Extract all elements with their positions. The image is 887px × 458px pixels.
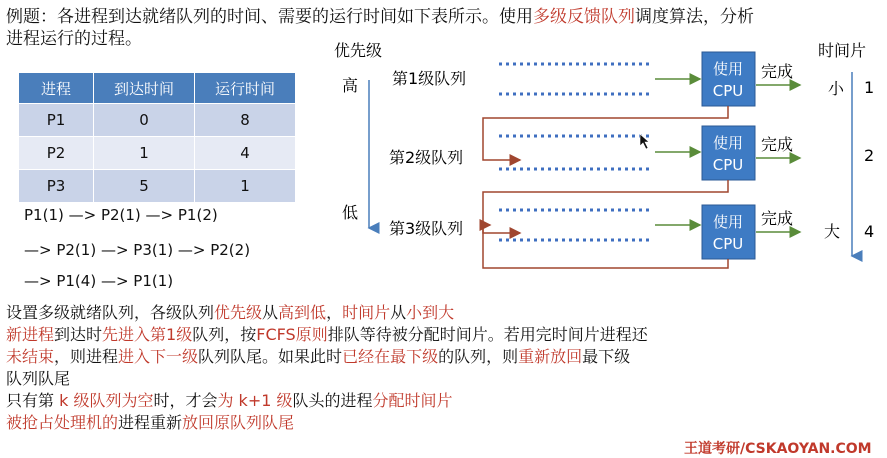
timeslice-value-2: 2 [864,146,875,165]
note-line [6,346,648,368]
timeslice-value-1: 1 [864,78,875,97]
timeslice-small-label: 小 [828,79,845,98]
svg-text:使用: 使用 [712,60,744,78]
note-text: 最下级 [582,347,631,366]
note-line [6,368,648,390]
table-cell: 1 [195,170,296,203]
note-highlight: 放回原队列队尾 [182,413,295,432]
table-cell: 1 [94,137,195,170]
queue-label-1: 第1级队列 [392,69,467,88]
note-highlight: 未结束 [6,347,55,366]
sequence-line: —> P2(1) —> P3(1) —> P2(2) [24,241,251,259]
timeslice-big-label: 大 [824,222,841,241]
table-cell: P3 [19,170,94,203]
watermark: 王道考研/CSKAOYAN.COM [684,441,872,457]
note-text: 进程重新 [118,413,183,432]
sequence-line: P1(1) —> P2(1) —> P1(2) [24,206,218,224]
note-highlight: 被抢占处理机的 [6,413,119,432]
note-text: 排队等待被分配时间片。若用完时间片进程还 [327,325,648,344]
done-label: 完成 [761,62,794,81]
notes-block [6,302,648,434]
note-highlight: 高到低 [278,303,327,322]
timeslice-value-3: 4 [864,222,875,241]
table-cell: 8 [195,104,296,137]
intro-part: 例题：各进程到达就绪队列的时间、需要的运行时间如下表所示。使用 [6,7,533,27]
note-text: 到达时 [54,325,103,344]
note-highlight: 进入下一级 [118,347,199,366]
note-line [6,324,648,346]
note-text: 队头的进程 [292,391,373,410]
note-text: 队列队尾。如果此时 [198,347,343,366]
requeue-arrow-3 [483,225,728,268]
note-line [6,390,648,412]
priority-label: 优先级 [334,41,383,60]
cpu-box-3 [702,205,755,259]
cpu-box-1 [702,52,755,106]
done-label: 完成 [761,135,794,154]
intro-highlight: 多级反馈队列 [533,7,635,27]
note-highlight: 小到大 [406,303,455,322]
svg-text:CPU: CPU [712,82,744,100]
note-text: 时，才会 [153,391,218,410]
note-highlight: 为 k+1 级 [217,391,293,410]
note-text: 队列队尾 [6,369,71,388]
sequence-line: —> P1(4) —> P1(1) [24,272,174,290]
svg-text:CPU: CPU [712,156,744,174]
intro-line-2: 进程运行的过程。 [6,29,142,49]
svg-text:使用: 使用 [712,134,744,152]
table-cell: P1 [19,104,94,137]
note-highlight: 重新放回 [518,347,583,366]
note-line [6,412,648,434]
note-line [6,302,648,324]
queue-label-2: 第2级队列 [389,148,464,167]
note-text: 队列，按 [192,325,257,344]
queue-label-3: 第3级队列 [389,219,464,238]
column-header: 到达时间 [94,73,195,104]
timeslice-label: 时间片 [818,41,867,60]
done-label: 完成 [761,209,794,228]
note-text: 只有第 [6,391,60,410]
note-text: 从 [390,303,407,322]
note-text: ， [326,303,343,322]
column-header: 运行时间 [195,73,296,104]
note-text: 的队列，则 [438,347,519,366]
table-cell: 4 [195,137,296,170]
note-text: 从 [262,303,279,322]
svg-text:CPU: CPU [712,235,744,253]
note-highlight: k 级队列为空 [59,391,154,410]
note-highlight: 新进程 [6,325,55,344]
note-text: 设置多级就绪队列，各级队列 [6,303,215,322]
svg-text:使用: 使用 [712,213,744,231]
note-highlight: 先进入第1级 [102,325,193,344]
table-cell: 5 [94,170,195,203]
note-highlight: 分配时间片 [372,391,453,410]
note-highlight: 时间片 [342,303,391,322]
queue-dots [499,64,650,240]
priority-high-label: 高 [342,76,359,95]
note-text: ，则进程 [54,347,119,366]
note-highlight: 优先级 [214,303,263,322]
intro-part: 调度算法，分析 [635,7,754,27]
cpu-box-2 [702,126,755,180]
table-cell: 0 [94,104,195,137]
note-highlight: FCFS原则 [256,325,328,344]
priority-low-label: 低 [342,203,359,222]
note-highlight: 已经在最下级 [342,347,439,366]
column-header: 进程 [19,73,94,104]
table-cell: P2 [19,137,94,170]
